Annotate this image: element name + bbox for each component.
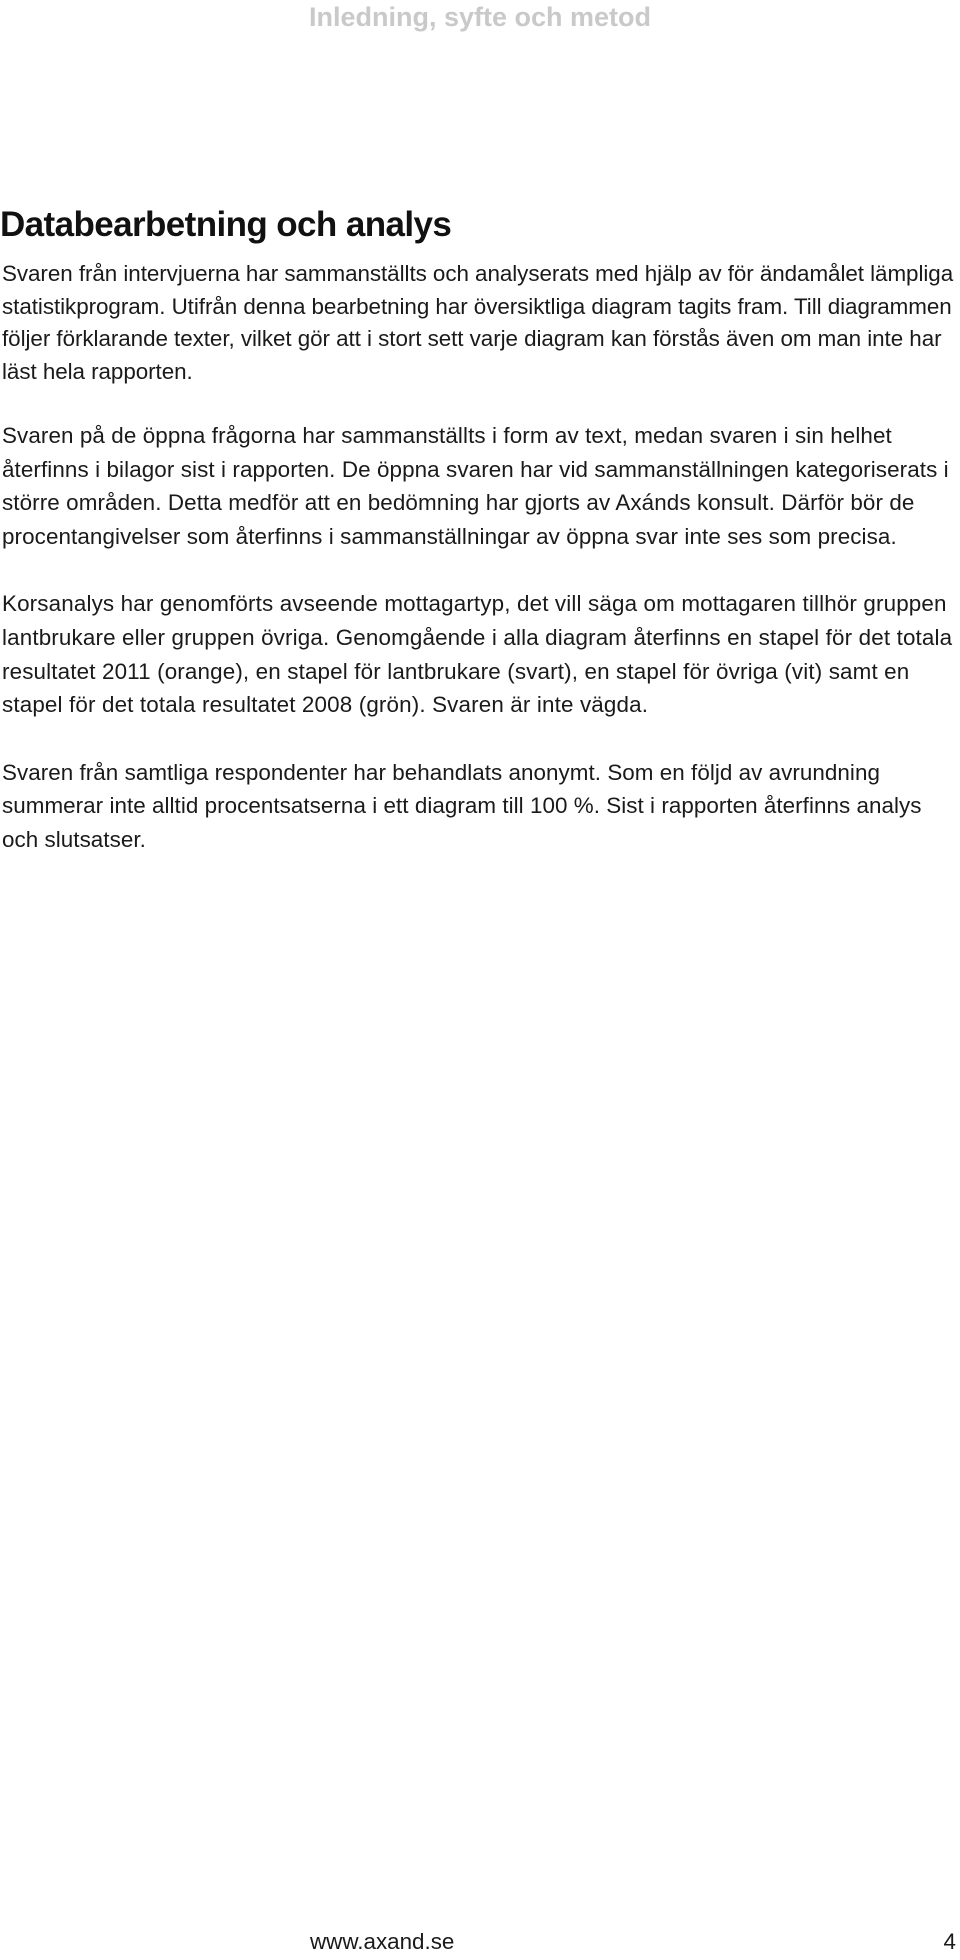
page-header: Inledning, syfte och metod (308, 2, 652, 32)
footer-url: www.axand.se (310, 1929, 455, 1954)
paragraph-open-questions: Svaren på de öppna frågorna har sammanställts i form av text, medan svaren i sin helhet återfinns i bilagor sist i rapporten. De öppna svaren har vid sammanställningen kategoriserats i större områden. Detta medför att en bedömning har gjorts av Axánds konsult. Därför bör de procentangivelser som återfinns i sammanställningar av öppna svar inte ses som precisa. (2, 423, 949, 549)
section-heading: Databearbetning och analys (0, 205, 452, 244)
page-footer (0, 1929, 960, 1960)
paragraph-processing: Svaren från intervjuerna har sammanställts och analyserats med hjälp av för ändamålet lämpliga statistikprogram. Utifrån denna bearbetning har översiktliga diagram tagits fram. Till diagrammen följer förklarande texter, vilket gör att i stort sett varje diagram kan förstås även om man inte har läst hela rapporten. (2, 261, 954, 384)
section-databearbetning (0, 202, 960, 891)
paragraph-anonymity: Svaren från samtliga respondenter har behandlats anonymt. Som en följd av avrundning summerar inte alltid procentsatserna i ett diagram till 100 %. Sist i rapporten återfinns analys och slutsatser. (2, 759, 922, 852)
page-number: 4 (943, 1929, 956, 1954)
paragraph-cross-analysis: Korsanalys har genomförts avseende mottagartyp, det vill säga om mottagaren tillhör gruppen lantbrukare eller gruppen övriga. Genomgående i alla diagram återfinns en stapel för det totala resultatet 2011 (orange), en stapel för lantbrukare (svart), en stapel för övriga (vit) samt en stapel för det totala resultatet 2008 (grön). Svaren är inte vägda. (2, 591, 953, 718)
